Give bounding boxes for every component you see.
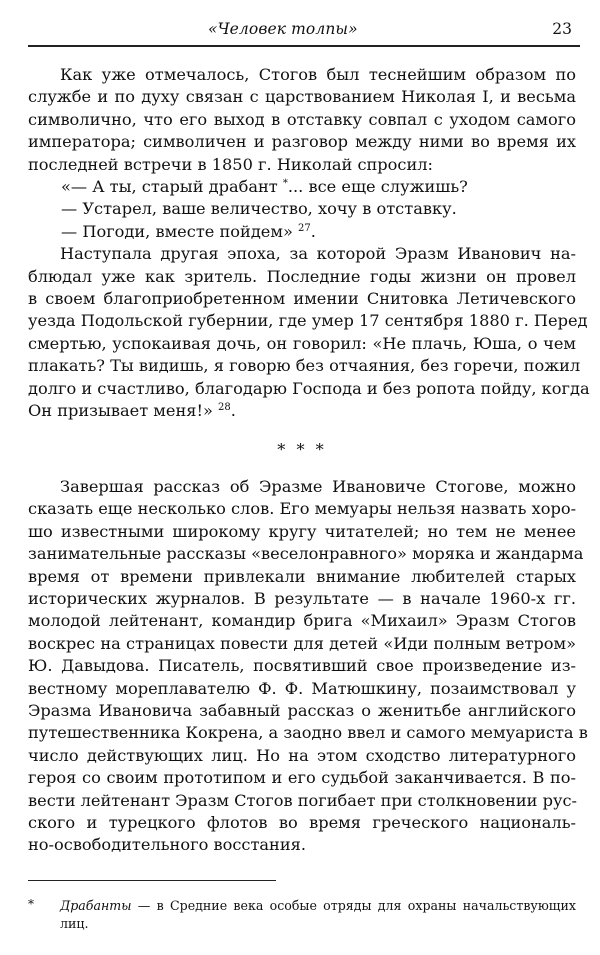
text-line: службе и по духу связан с царствованием Николая I, и весьма (28, 87, 576, 107)
footnote-line (60, 897, 576, 915)
text-fragment: . (230, 401, 236, 421)
footnote-text: — в Средние века особые отряды для охраны начальствующих (131, 898, 576, 913)
text-line: сказать еще несколько слов. Его мемуары нельзя назвать хоро- (28, 499, 577, 519)
footnote-mark: * (282, 178, 288, 190)
text-line: героя со своим прототипом и его судьбой заканчивается. В по- (28, 768, 576, 788)
text-line: долго и счастливо, благодарю Господа и без ропота пойду, когда (28, 378, 590, 398)
text-line (28, 400, 576, 422)
section-separator: * * * (277, 439, 327, 459)
dialogue-text: . (310, 221, 316, 241)
text-line: смертью, успокаивая дочь, он говорил: «Не плачь, Юша, о чем (28, 333, 576, 353)
footnote-term: Драбанты (60, 898, 132, 913)
dialogue-text: — Погоди, вместе пойдем» (61, 221, 299, 241)
text-line: число действующих лиц. Но на этом сходство литературного (28, 745, 576, 765)
text-fragment: Он призывает меня!» (28, 401, 219, 421)
text-line: молодой лейтенант, командир брига «Михаил» Эразм Стогов (28, 611, 576, 631)
text-line: Ю. Давыдова. Писатель, посвятивший свое произведение из- (28, 656, 576, 676)
dialogue-line: — Устарел, ваше величество, хочу в отставку. (61, 199, 457, 219)
dialogue-line (28, 176, 576, 198)
text-line: воскрес на страницах повести для детей «Иди полным ветром» (28, 633, 576, 653)
reference-number: 27 (298, 222, 311, 234)
footnote-line: лиц. (60, 916, 89, 931)
text-line: блюдал уже как зритель. Последние годы жизни он провел (28, 266, 576, 286)
reference-number: 28 (218, 402, 231, 414)
text-line: в своем благоприобретенном имении Снитовка Летичевского (28, 289, 576, 309)
page-header (28, 20, 576, 44)
text-line: путешественника Кокрена, а заодно ввел и самого мемуариста в (28, 723, 588, 743)
dialogue (28, 176, 576, 243)
dialogue-text: «— А ты, старый драбант (61, 177, 283, 197)
header-rule (28, 45, 580, 47)
paragraph-2 (28, 243, 590, 422)
text-line: Наступала другая эпоха, за которой Эразм Иванович на- (60, 244, 576, 264)
text-line: символично, что его выход в отставку совпал с уходом самого (28, 109, 576, 129)
footnote-mark: * (28, 897, 34, 911)
text-line: Эразма Ивановича забавный рассказ о женитьбе английского (28, 700, 576, 720)
text-line: плакать? Ты видишь, я говорю без отчаяния, без горечи, пожил (28, 356, 581, 376)
text-line: время от времени привлекали внимание любителей старых (28, 566, 576, 586)
text-line: шо известными широкому кругу читателей; но тем не менее (28, 521, 576, 541)
text-line: занимательные рассказы «веселонравного» моряка и жандарма (28, 544, 584, 564)
body-text (28, 64, 590, 857)
text-line: императора; символичен и разговор между ними во время их (28, 132, 576, 152)
text-line: уезда Подольской губернии, где умер 17 сентября 1880 г. Перед (28, 311, 588, 331)
footnote-rule (28, 880, 276, 881)
running-title: «Человек толпы» (208, 20, 358, 38)
text-line: вести лейтенант Эразм Стогов погибает при столкновении рус- (28, 790, 577, 810)
text-line: вестному мореплавателю Ф. Ф. Матюшкину, позаимствовал у (28, 678, 576, 698)
dialogue-line (28, 221, 576, 243)
text-line: Как уже отмечалось, Стогов был теснейшим образом по (60, 65, 576, 84)
text-line: но-освободительного восстания. (28, 835, 306, 855)
paragraph-3 (28, 476, 588, 857)
dialogue-text: ... все еще служишь? (287, 177, 468, 197)
page-number: 23 (552, 20, 572, 38)
text-line: последней встречи в 1850 г. Николай спросил: (28, 154, 434, 174)
text-line: Завершая рассказ об Эразме Ивановиче Стогове, можно (60, 476, 576, 496)
text-line: ского и турецкого флотов во время греческого националь- (28, 813, 576, 832)
footnote-body (28, 897, 576, 933)
paragraph-1 (28, 64, 576, 176)
footnote (28, 897, 576, 933)
text-line: исторических журналов. В результате — в начале 1960-х гг. (28, 588, 576, 608)
